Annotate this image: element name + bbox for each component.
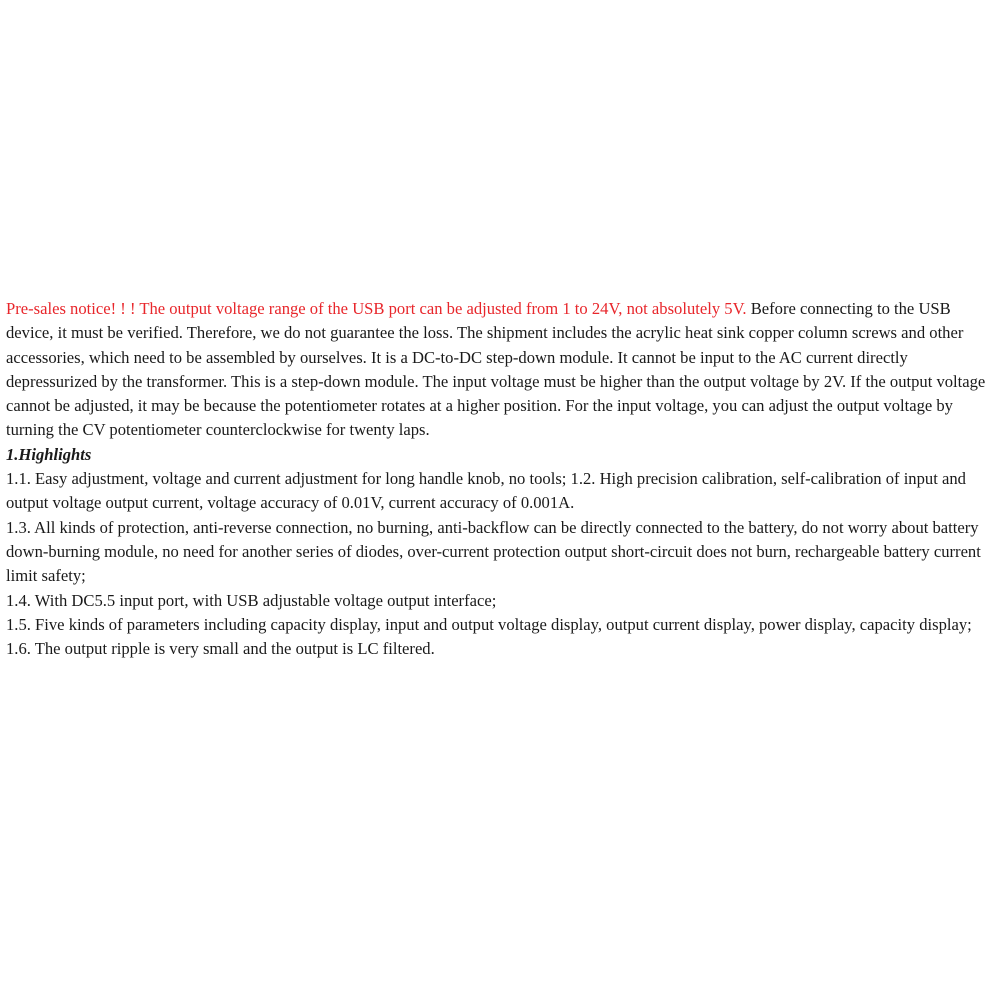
highlights-heading: 1.Highlights	[6, 444, 92, 464]
product-description	[6, 297, 994, 661]
highlight-item-1-6: 1.6. The output ripple is very small and the output is LC filtered.	[6, 639, 435, 659]
highlight-item-1-5: 1.5. Five kinds of parameters including capacity display, input and output voltage display, output current display, power display, capacity display;	[6, 614, 972, 634]
highlight-item-1-1: 1.1. Easy adjustment, voltage and current adjustment for long handle knob, no tools; 1.2. High precision calibration, self-calibration of input and output voltage output current, voltage accuracy of 0.01V, current accuracy of 0.001A.	[6, 469, 966, 513]
highlight-item-1-3: 1.3. All kinds of protection, anti-reverse connection, no burning, anti-backflow can be directly connected to the battery, do not worry about battery down-burning module, no need for another series of diodes, over-current protection output short-circuit does not burn, rechargeable battery current limit safety;	[6, 517, 981, 586]
pre-sales-warning: Pre-sales notice! ! ! The output voltage range of the USB port can be adjusted from 1 to 24V, not absolutely 5V.	[6, 299, 747, 318]
pre-sales-notice	[6, 297, 994, 443]
notice-body: Before connecting to the USB device, it must be verified. Therefore, we do not guarantee the loss. The shipment includes the acrylic heat sink copper column screws and other accessories, which need to be assembled by ourselves. It is a DC-to-DC step-down module. It cannot be input to the AC current directly depressurized by the transformer. This is a step-down module. The input voltage must be higher than the output voltage by 2V. If the output voltage cannot be adjusted, it may be because the potentiometer rotates at a higher position. For the input voltage, you can adjust the output voltage by turning the CV potentiometer counterclockwise for twenty laps.	[6, 299, 986, 440]
highlight-item-1-4: 1.4. With DC5.5 input port, with USB adjustable voltage output interface;	[6, 590, 497, 610]
